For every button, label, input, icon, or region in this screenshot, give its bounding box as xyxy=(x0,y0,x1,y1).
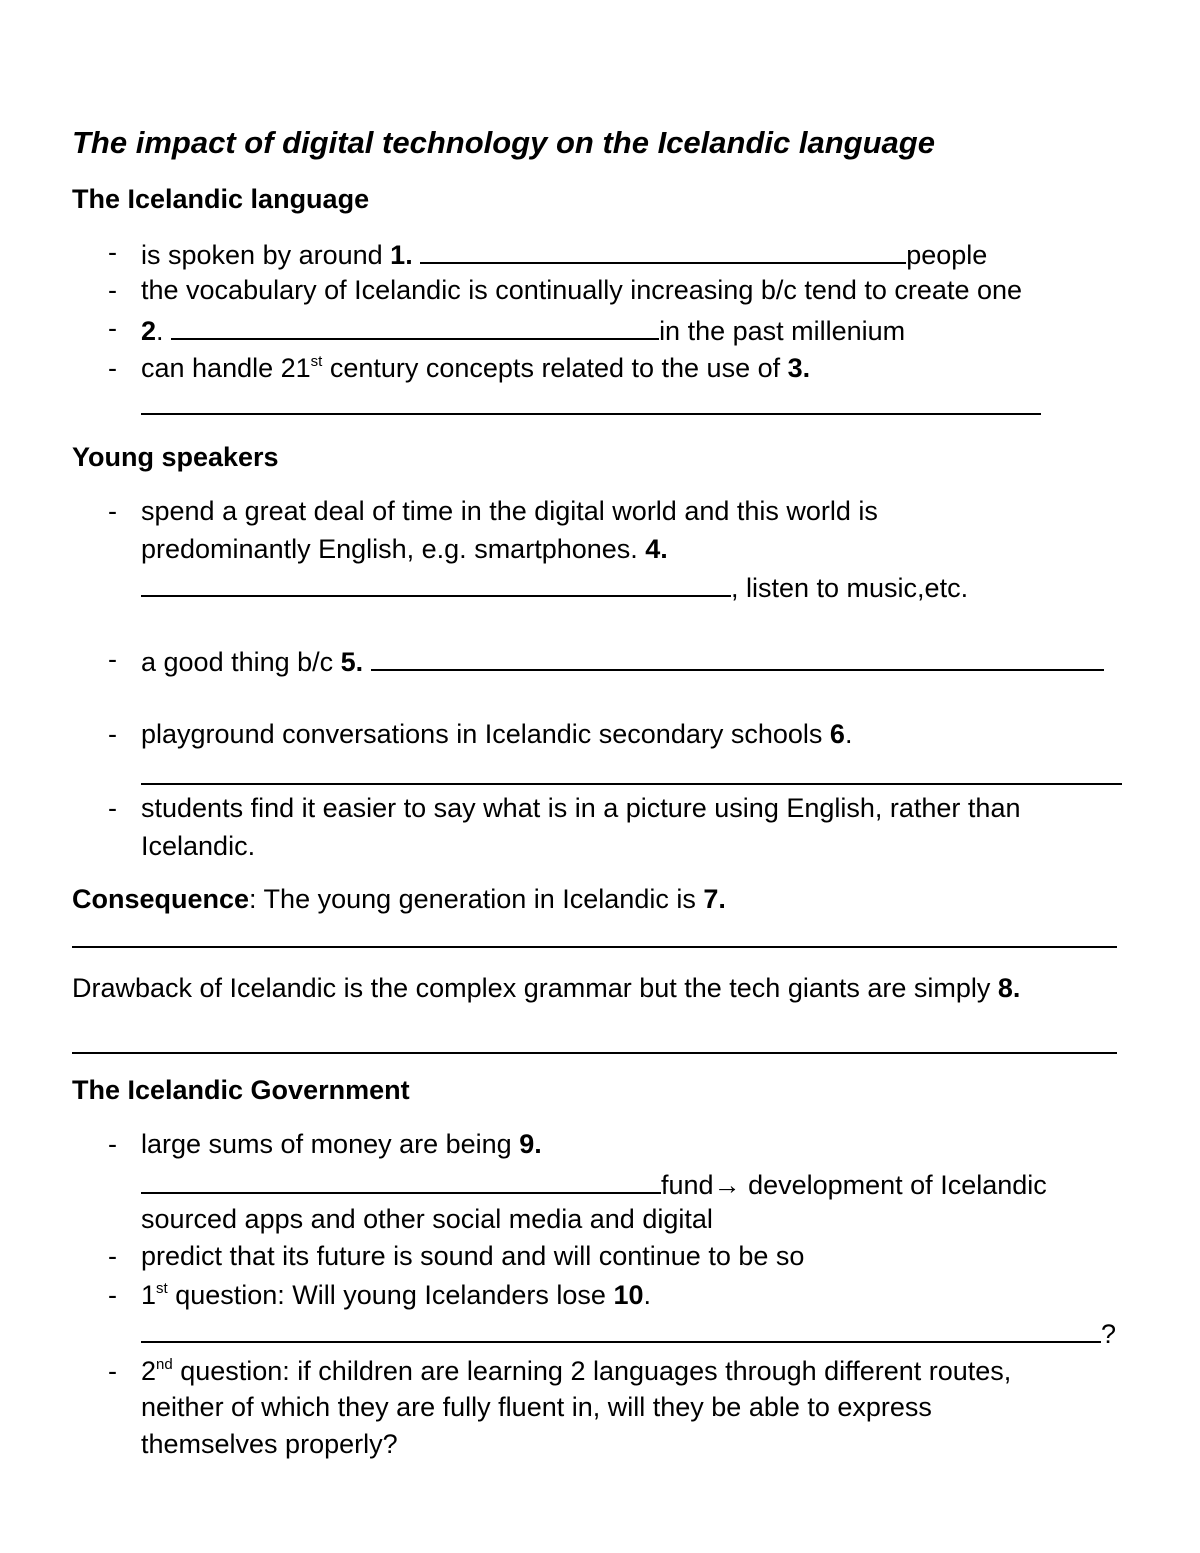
question-number: 7. xyxy=(703,884,726,914)
bullet-dash: - xyxy=(108,1241,117,1271)
arrow-icon: → xyxy=(713,1170,741,1200)
bullet-text: in the past millenium xyxy=(659,316,906,346)
bullet-text: century concepts related to the use of xyxy=(322,353,788,383)
bullet-text: , listen to music,etc. xyxy=(731,573,969,603)
bullet-money-line1 xyxy=(141,1128,542,1160)
bullet-text: fund xyxy=(661,1170,714,1200)
document-title: The impact of digital technology on the Icelandic language xyxy=(72,125,935,160)
question-number: 4. xyxy=(645,534,668,564)
bullet-text: is spoken by around xyxy=(141,240,391,270)
bullet-text: 1 xyxy=(141,1280,157,1310)
bullet-text: 2 xyxy=(141,1356,157,1386)
bullet-digital-world-line2 xyxy=(141,533,668,565)
answer-blank-7[interactable] xyxy=(72,946,1117,948)
bullet-text: . xyxy=(156,316,164,346)
superscript: st xyxy=(310,353,323,370)
answer-blank-1[interactable] xyxy=(420,236,906,264)
answer-blank-8[interactable] xyxy=(72,1052,1117,1054)
bullet-dash: - xyxy=(108,1280,117,1310)
consequence-text: : The young generation in Icelandic is xyxy=(249,884,704,914)
question-number: 6 xyxy=(829,719,845,749)
superscript: nd xyxy=(156,1356,173,1373)
bullet-21st-century xyxy=(141,352,810,384)
bullet-second-question-line1 xyxy=(141,1355,1011,1387)
question-number: 9. xyxy=(519,1129,542,1159)
bullet-dash: - xyxy=(108,1129,117,1159)
answer-blank-9[interactable] xyxy=(141,1166,661,1194)
bullet-vocabulary: the vocabulary of Icelandic is continually increasing b/c tend to create one xyxy=(141,275,1023,305)
question-number: 1. xyxy=(390,240,413,270)
answer-blank-5[interactable] xyxy=(371,643,1104,671)
bullet-digital-world-line3 xyxy=(141,569,968,604)
section-heading-icelandic-language: The Icelandic language xyxy=(72,184,370,214)
bullet-text: development of Icelandic xyxy=(740,1170,1047,1200)
answer-blank-3[interactable] xyxy=(141,413,1041,415)
bullet-text: people xyxy=(906,240,988,270)
answer-blank-4[interactable] xyxy=(141,569,731,597)
bullet-future: predict that its future is sound and will continue to be so xyxy=(141,1241,805,1271)
consequence-label: Consequence xyxy=(72,884,250,914)
bullet-good-thing xyxy=(141,643,1104,678)
bullet-text: playground conversations in Icelandic secondary schools xyxy=(141,719,830,749)
bullet-text: . xyxy=(844,719,853,749)
answer-blank-10[interactable] xyxy=(141,1315,1101,1343)
bullet-past-millenium xyxy=(141,312,905,347)
bullet-text: a good thing b/c xyxy=(141,647,341,677)
section-heading-government: The Icelandic Government xyxy=(72,1075,410,1105)
bullet-money-line3: sourced apps and other social media and digital xyxy=(141,1204,713,1234)
bullet-second-question-line2: neither of which they are fully fluent in, will they be able to express xyxy=(141,1392,932,1422)
question-number: 3. xyxy=(787,353,811,383)
bullet-picture-line2: Icelandic. xyxy=(141,831,256,861)
bullet-dash: - xyxy=(108,793,117,823)
bullet-dash: - xyxy=(108,353,117,383)
bullet-second-question-line3: themselves properly? xyxy=(141,1429,398,1459)
consequence-line xyxy=(72,883,726,915)
question-number: 10 xyxy=(613,1280,644,1310)
bullet-dash: - xyxy=(108,275,117,305)
bullet-picture-line1: students find it easier to say what is in a picture using English, rather than xyxy=(141,793,1021,823)
bullet-text: predominantly English, e.g. smartphones. xyxy=(141,534,646,564)
question-number: 8. xyxy=(997,973,1021,1003)
bullet-first-question-line2 xyxy=(141,1315,1116,1350)
section-heading-young-speakers: Young speakers xyxy=(72,442,279,472)
bullet-money-line2 xyxy=(141,1166,1047,1201)
question-mark: ? xyxy=(1101,1319,1117,1349)
bullet-dash: - xyxy=(108,237,117,267)
bullet-dash: - xyxy=(108,719,117,749)
bullet-dash: - xyxy=(108,1356,117,1386)
bullet-dash: - xyxy=(108,496,117,526)
bullet-text: can handle 21 xyxy=(141,353,311,383)
answer-blank-2[interactable] xyxy=(171,312,659,340)
question-number: 2 xyxy=(141,316,157,346)
bullet-dash: - xyxy=(108,644,117,674)
bullet-spoken-by xyxy=(141,236,987,271)
bullet-text: question: Will young Icelanders lose xyxy=(167,1280,614,1310)
question-number: 5. xyxy=(340,647,364,677)
bullet-text: . xyxy=(643,1280,652,1310)
superscript: st xyxy=(156,1280,168,1297)
bullet-dash: - xyxy=(108,313,117,343)
answer-blank-6[interactable] xyxy=(141,783,1122,785)
bullet-digital-world-line1: spend a great deal of time in the digital world and this world is xyxy=(141,496,878,526)
bullet-text: large sums of money are being xyxy=(141,1129,520,1159)
bullet-playground xyxy=(141,718,852,750)
drawback-line xyxy=(72,972,1020,1004)
bullet-text: question: if children are learning 2 languages through different routes, xyxy=(172,1356,1012,1386)
bullet-first-question xyxy=(141,1279,651,1311)
drawback-text: Drawback of Icelandic is the complex grammar but the tech giants are simply xyxy=(72,973,998,1003)
